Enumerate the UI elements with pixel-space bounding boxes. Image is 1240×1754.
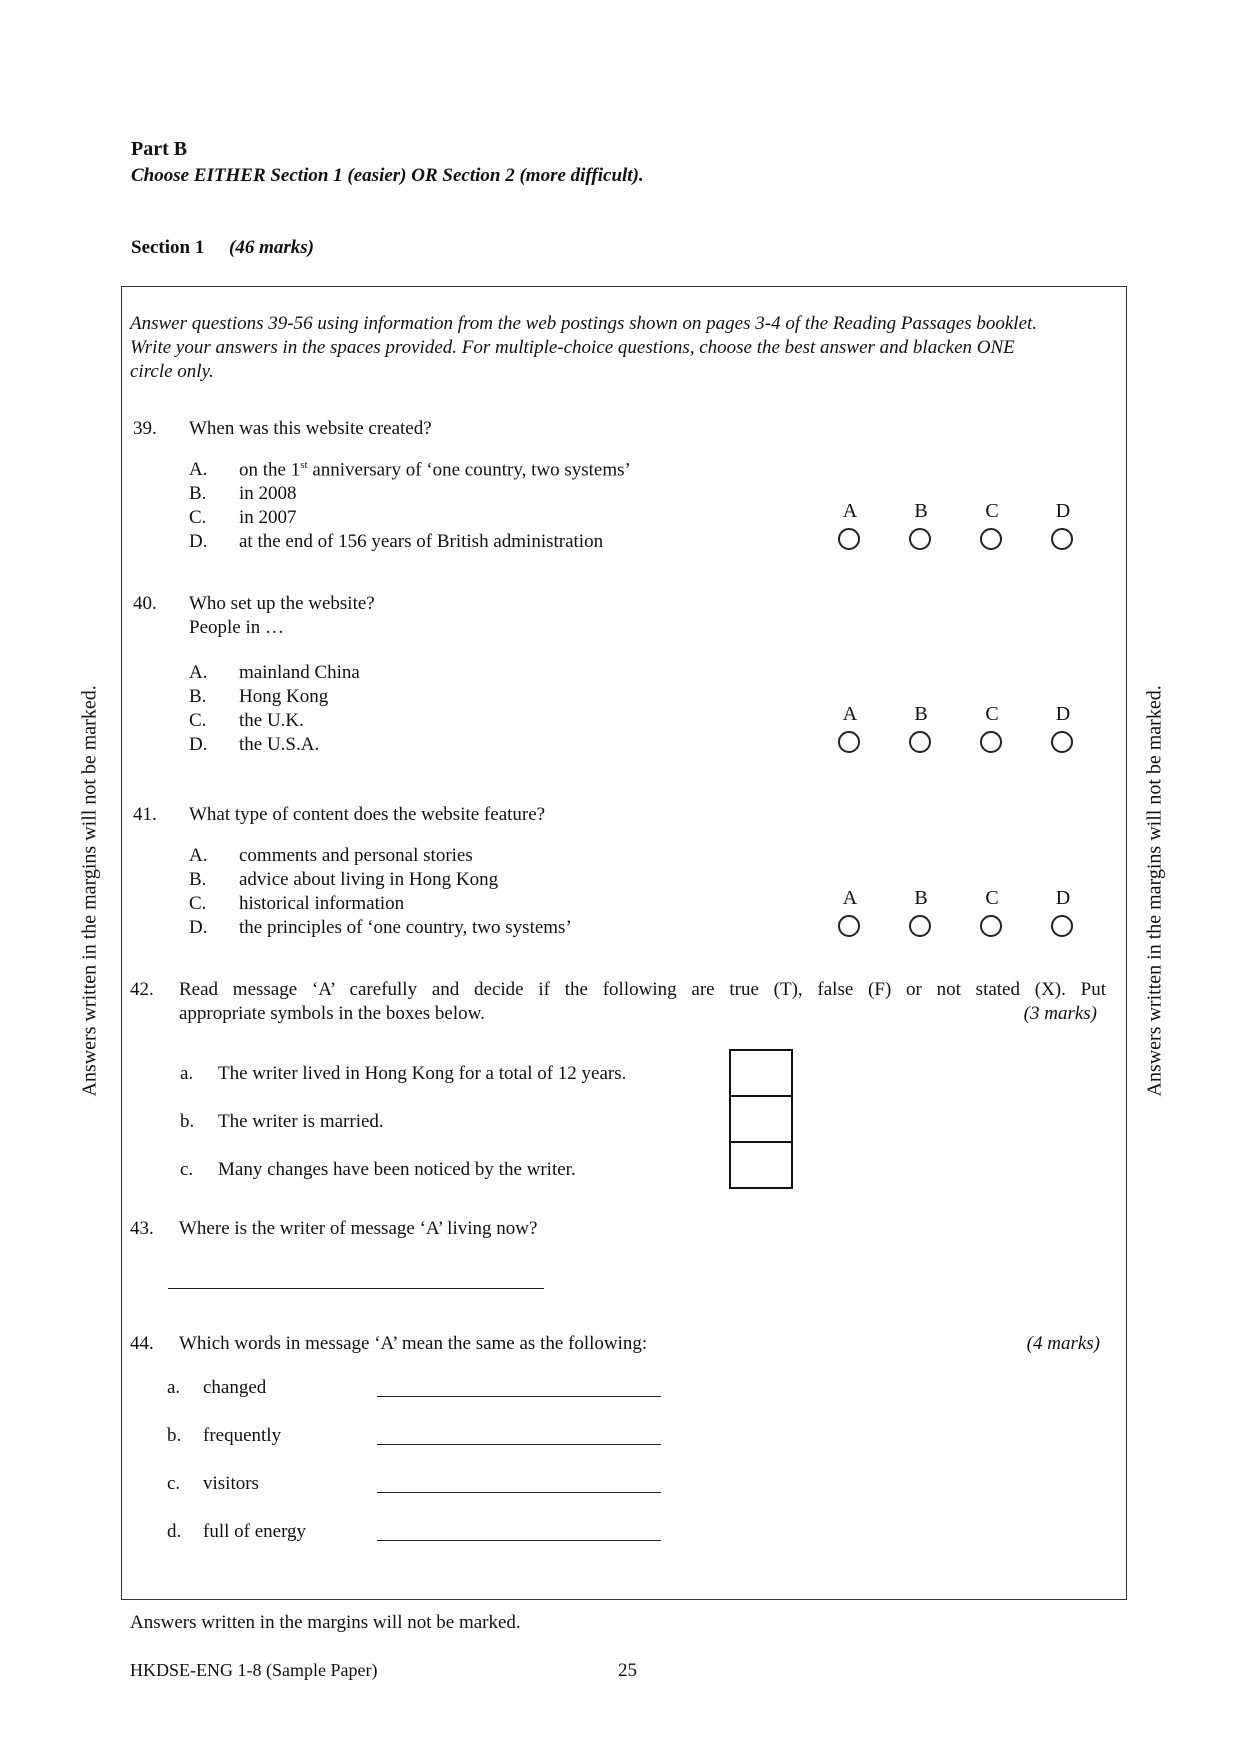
q44-item-d-text: full of energy (203, 1521, 307, 1542)
q41-circle-b[interactable] (909, 915, 931, 937)
q41-choice-b-label: B (914, 887, 928, 909)
q40-option-a-text: mainland China (239, 662, 360, 683)
right-margin-note: Answers written in the margins will not be marked. (1143, 685, 1166, 1097)
q41-option-c-text: historical information (239, 893, 405, 914)
left-margin-note: Answers written in the margins will not be marked. (78, 685, 101, 1097)
q39-number: 39. (133, 418, 157, 439)
q43-text: Where is the writer of message ‘A’ living now? (179, 1218, 538, 1239)
q41-circle-d[interactable] (1051, 915, 1073, 937)
instructions-line-2: Write your answers in the spaces provided. For multiple-choice questions, choose the best answer and blacken ONE (130, 337, 1015, 358)
q41-circle-a[interactable] (838, 915, 860, 937)
q39-option-b-text: in 2008 (239, 483, 297, 504)
q40-option-d-letter: D. (189, 734, 208, 755)
q44-item-b-text: frequently (203, 1425, 282, 1446)
q44-item-b-letter: b. (167, 1425, 182, 1446)
q42-answer-box-a[interactable] (729, 1049, 793, 1097)
q42-number: 42. (130, 979, 154, 1000)
q42-text-line-1: Read message ‘A’ carefully and decide if the following are true (T), false (F) or not stated (X). Put (179, 979, 1106, 1000)
q44-item-a-text: changed (203, 1377, 267, 1398)
instructions-line-3: circle only. (130, 361, 214, 382)
q44-item-a-letter: a. (167, 1377, 181, 1398)
q40-choice-c-label: C (985, 703, 999, 725)
q41-option-a-text: comments and personal stories (239, 845, 473, 866)
q42-item-c-letter: c. (180, 1159, 194, 1180)
q44-text: Which words in message ‘A’ mean the same as the following: (179, 1333, 648, 1354)
instructions-line-1: Answer questions 39-56 using information from the web postings shown on pages 3-4 of the Reading Passages booklet. (130, 313, 1038, 334)
q41-circle-c[interactable] (980, 915, 1002, 937)
footer-paper-code: HKDSE-ENG 1-8 (Sample Paper) (130, 1660, 378, 1680)
q40-circle-b[interactable] (909, 731, 931, 753)
q42-answer-box-b[interactable] (729, 1095, 793, 1143)
q39-circle-d[interactable] (1051, 528, 1073, 550)
q41-choice-a-label: A (842, 887, 858, 909)
q42-text-line-2: appropriate symbols in the boxes below. (179, 1003, 485, 1024)
q40-text: Who set up the website? (189, 593, 375, 614)
q42-answer-box-c[interactable] (729, 1141, 793, 1189)
q39-option-c-letter: C. (189, 507, 207, 528)
q44-answer-line-c[interactable] (377, 1492, 661, 1493)
q39-circle-a[interactable] (838, 528, 860, 550)
q39-option-d-letter: D. (189, 531, 208, 552)
q40-choice-a-label: A (842, 703, 858, 725)
part-instruction: Choose EITHER Section 1 (easier) OR Section 2 (more difficult). (131, 165, 644, 186)
q39-choice-d-label: D (1055, 500, 1071, 522)
q40-number: 40. (133, 593, 157, 614)
q41-option-a-letter: A. (189, 845, 208, 866)
q39-option-a-sup: st (300, 459, 308, 471)
q44-answer-line-a[interactable] (377, 1396, 661, 1397)
q39-choice-a-label: A (842, 500, 858, 522)
q40-option-c-text: the U.K. (239, 710, 304, 731)
q39-option-a-letter: A. (189, 459, 208, 480)
q41-text: What type of content does the website feature? (189, 804, 546, 825)
q39-text: When was this website created? (189, 418, 432, 439)
q40-circle-a[interactable] (838, 731, 860, 753)
q40-circle-c[interactable] (980, 731, 1002, 753)
q44-number: 44. (130, 1333, 154, 1354)
q42-item-a-letter: a. (180, 1063, 194, 1084)
q42-item-b-text: The writer is married. (218, 1111, 384, 1132)
q41-number: 41. (133, 804, 157, 825)
q40-choice-b-label: B (914, 703, 928, 725)
q40-option-b-letter: B. (189, 686, 207, 707)
q41-option-b-letter: B. (189, 869, 207, 890)
q41-option-d-letter: D. (189, 917, 208, 938)
q42-item-a-text: The writer lived in Hong Kong for a total of 12 years. (218, 1063, 627, 1084)
q44-item-c-letter: c. (167, 1473, 181, 1494)
section-marks: (46 marks) (229, 237, 314, 258)
q39-circle-b[interactable] (909, 528, 931, 550)
q40-option-a-letter: A. (189, 662, 208, 683)
q40-option-c-letter: C. (189, 710, 207, 731)
q42-item-c-text: Many changes have been noticed by the writer. (218, 1159, 576, 1180)
q41-choice-c-label: C (985, 887, 999, 909)
q41-option-c-letter: C. (189, 893, 207, 914)
q39-option-d-text: at the end of 156 years of British administration (239, 531, 604, 552)
q39-choice-c-label: C (985, 500, 999, 522)
q39-option-b-letter: B. (189, 483, 207, 504)
q40-text-2: People in … (189, 617, 284, 638)
q40-choice-d-label: D (1055, 703, 1071, 725)
q39-circle-c[interactable] (980, 528, 1002, 550)
q41-choice-d-label: D (1055, 887, 1071, 909)
q42-marks: (3 marks) (1023, 1003, 1097, 1024)
q40-option-b-text: Hong Kong (239, 686, 329, 707)
q43-number: 43. (130, 1218, 154, 1239)
q44-item-c-text: visitors (203, 1473, 259, 1494)
q39-choice-b-label: B (914, 500, 928, 522)
q43-answer-line[interactable] (168, 1288, 544, 1289)
q44-marks: (4 marks) (1026, 1333, 1100, 1354)
q39-option-c-text: in 2007 (239, 507, 297, 528)
q44-answer-line-d[interactable] (377, 1540, 661, 1541)
q40-circle-d[interactable] (1051, 731, 1073, 753)
q42-item-b-letter: b. (180, 1111, 195, 1132)
q44-item-d-letter: d. (167, 1521, 182, 1542)
q39-option-a-text: on the 1st anniversary of ‘one country, two systems’ (239, 459, 631, 481)
q40-option-d-text: the U.S.A. (239, 734, 320, 755)
footer-margin-note: Answers written in the margins will not be marked. (130, 1612, 521, 1633)
section-title: Section 1 (131, 237, 205, 258)
part-title: Part B (131, 138, 188, 160)
q41-option-d-text: the principles of ‘one country, two systems’ (239, 917, 572, 938)
page-number: 25 (618, 1660, 637, 1681)
q41-option-b-text: advice about living in Hong Kong (239, 869, 499, 890)
q44-answer-line-b[interactable] (377, 1444, 661, 1445)
